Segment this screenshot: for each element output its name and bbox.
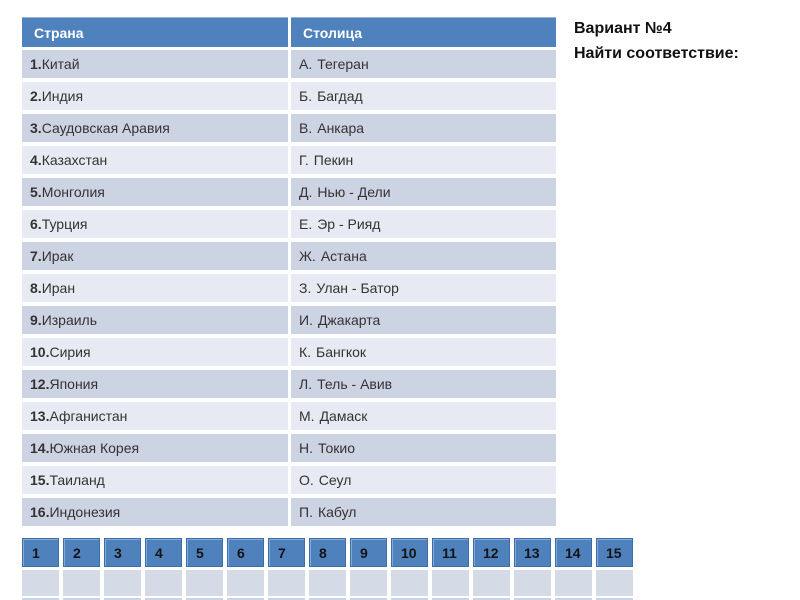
capital-name: Астана <box>320 248 367 264</box>
row-number: 8. <box>30 280 42 296</box>
table-row <box>22 82 556 110</box>
capital-cell <box>291 370 556 398</box>
answer-grid-number: 15 <box>596 538 633 567</box>
answer-grid-empty-row <box>22 570 633 596</box>
table-row <box>22 434 556 462</box>
table-body <box>22 50 556 526</box>
table-row <box>22 178 556 206</box>
capital-cell <box>291 178 556 206</box>
country-name: Индия <box>41 88 84 104</box>
answer-grid-number: 7 <box>268 538 305 567</box>
answer-cell <box>350 570 387 596</box>
table-header-row <box>22 17 556 47</box>
row-number: 3. <box>30 120 42 136</box>
country-name: Афганистан <box>49 408 128 424</box>
capital-name: Джакарта <box>317 312 381 328</box>
answer-cell <box>309 570 346 596</box>
table-row <box>22 402 556 430</box>
capital-letter: П. <box>299 504 313 520</box>
capital-name: Нью - Дели <box>317 184 391 200</box>
capital-name: Токио <box>318 440 355 456</box>
country-name: Китай <box>41 56 80 72</box>
countries-capitals-table <box>22 17 556 530</box>
table-row <box>22 114 556 142</box>
country-cell <box>22 402 288 430</box>
row-number: 13. <box>30 408 50 424</box>
country-name: Индонезия <box>49 504 121 520</box>
capital-letter: Д. <box>299 184 313 200</box>
capital-letter: Н. <box>299 440 313 456</box>
row-number: 6. <box>30 216 42 232</box>
capital-cell <box>291 274 556 302</box>
country-cell <box>22 82 288 110</box>
answer-grid-number: 8 <box>309 538 346 567</box>
answer-grid-number: 6 <box>227 538 264 567</box>
table-row <box>22 50 556 78</box>
answer-grid-number: 10 <box>391 538 428 567</box>
capital-cell <box>291 434 556 462</box>
capital-cell <box>291 306 556 334</box>
capital-name: Багдад <box>317 88 363 104</box>
answer-cell <box>473 570 510 596</box>
capital-cell <box>291 114 556 142</box>
column-header-capital: Столица <box>291 17 556 47</box>
country-cell <box>22 50 288 78</box>
country-name: Таиланд <box>49 472 105 488</box>
capital-letter: О. <box>299 472 314 488</box>
answer-grid-number: 4 <box>145 538 182 567</box>
table-row <box>22 306 556 334</box>
country-name: Япония <box>49 376 99 392</box>
country-name: Израиль <box>41 312 98 328</box>
capital-name: Анкара <box>317 120 365 136</box>
column-header-country: Страна <box>22 17 288 47</box>
row-number: 7. <box>30 248 42 264</box>
country-cell <box>22 242 288 270</box>
country-name: Сирия <box>49 344 91 360</box>
country-cell <box>22 178 288 206</box>
table-row <box>22 242 556 270</box>
country-cell <box>22 306 288 334</box>
answer-grid-number: 14 <box>555 538 592 567</box>
country-name: Иран <box>41 280 76 296</box>
answer-cell <box>186 570 223 596</box>
answer-cell <box>514 570 551 596</box>
country-cell <box>22 274 288 302</box>
row-number: 16. <box>30 504 50 520</box>
capital-cell <box>291 210 556 238</box>
answer-cell <box>555 570 592 596</box>
task-title <box>574 16 739 66</box>
row-number: 10. <box>30 344 50 360</box>
capital-letter: М. <box>299 408 315 424</box>
answer-cell <box>227 570 264 596</box>
task-instruction: Найти соответствие: <box>574 45 739 62</box>
row-number: 14. <box>30 440 50 456</box>
country-cell <box>22 114 288 142</box>
country-name: Турция <box>41 216 88 232</box>
capital-letter: Е. <box>299 216 313 232</box>
country-name: Монголия <box>41 184 105 200</box>
answer-grid-number: 9 <box>350 538 387 567</box>
table-row <box>22 466 556 494</box>
row-number: 1. <box>30 56 42 72</box>
country-cell <box>22 434 288 462</box>
answer-grid-header-row <box>22 538 633 567</box>
country-name: Ирак <box>41 248 74 264</box>
table-row <box>22 146 556 174</box>
capital-cell <box>291 242 556 270</box>
row-number: 15. <box>30 472 50 488</box>
row-number: 2. <box>30 88 42 104</box>
answer-cell <box>104 570 141 596</box>
answer-cell <box>63 570 100 596</box>
capital-name: Эр - Рияд <box>317 216 381 232</box>
country-name: Южная Корея <box>49 440 140 456</box>
capital-letter: Л. <box>299 376 313 392</box>
country-cell <box>22 338 288 366</box>
row-number: 12. <box>30 376 50 392</box>
country-name: Саудовская Аравия <box>41 120 170 136</box>
capital-name: Пекин <box>313 152 354 168</box>
answer-cell <box>596 570 633 596</box>
capital-cell <box>291 50 556 78</box>
answer-grid-number: 3 <box>104 538 141 567</box>
capital-letter: А. <box>299 56 313 72</box>
capital-name: Тель - Авив <box>317 376 393 392</box>
capital-name: Кабул <box>317 504 357 520</box>
capital-letter: Ж. <box>299 248 316 264</box>
row-number: 9. <box>30 312 42 328</box>
country-cell <box>22 466 288 494</box>
answer-grid-number: 13 <box>514 538 551 567</box>
capital-letter: З. <box>299 280 312 296</box>
capital-name: Дамаск <box>319 408 368 424</box>
capital-letter: Б. <box>299 88 313 104</box>
answer-grid-number: 2 <box>63 538 100 567</box>
capital-name: Сеул <box>318 472 352 488</box>
country-cell <box>22 370 288 398</box>
capital-cell <box>291 338 556 366</box>
answer-cell <box>268 570 305 596</box>
answer-grid-number: 12 <box>473 538 510 567</box>
answer-grid-number: 1 <box>22 538 59 567</box>
capital-cell <box>291 82 556 110</box>
capital-cell <box>291 402 556 430</box>
capital-letter: Г. <box>299 152 309 168</box>
table-row <box>22 274 556 302</box>
answer-cell <box>391 570 428 596</box>
country-cell <box>22 210 288 238</box>
answer-cell <box>145 570 182 596</box>
country-cell <box>22 146 288 174</box>
capital-letter: В. <box>299 120 313 136</box>
row-number: 5. <box>30 184 42 200</box>
capital-name: Бангкок <box>316 344 367 360</box>
table-row <box>22 210 556 238</box>
country-name: Казахстан <box>41 152 108 168</box>
table-row <box>22 370 556 398</box>
capital-name: Улан - Батор <box>316 280 399 296</box>
capital-cell <box>291 466 556 494</box>
capital-name: Тегеран <box>317 56 369 72</box>
answer-grid-number: 11 <box>432 538 469 567</box>
answer-grid-number: 5 <box>186 538 223 567</box>
capital-cell <box>291 498 556 526</box>
row-number: 4. <box>30 152 42 168</box>
answer-grid <box>22 538 633 600</box>
answer-cell <box>432 570 469 596</box>
capital-letter: И. <box>299 312 313 328</box>
country-cell <box>22 498 288 526</box>
table-row <box>22 498 556 526</box>
capital-cell <box>291 146 556 174</box>
table-row <box>22 338 556 366</box>
capital-letter: К. <box>299 344 312 360</box>
variant-label: Вариант №4 <box>574 20 672 37</box>
answer-cell <box>22 570 59 596</box>
